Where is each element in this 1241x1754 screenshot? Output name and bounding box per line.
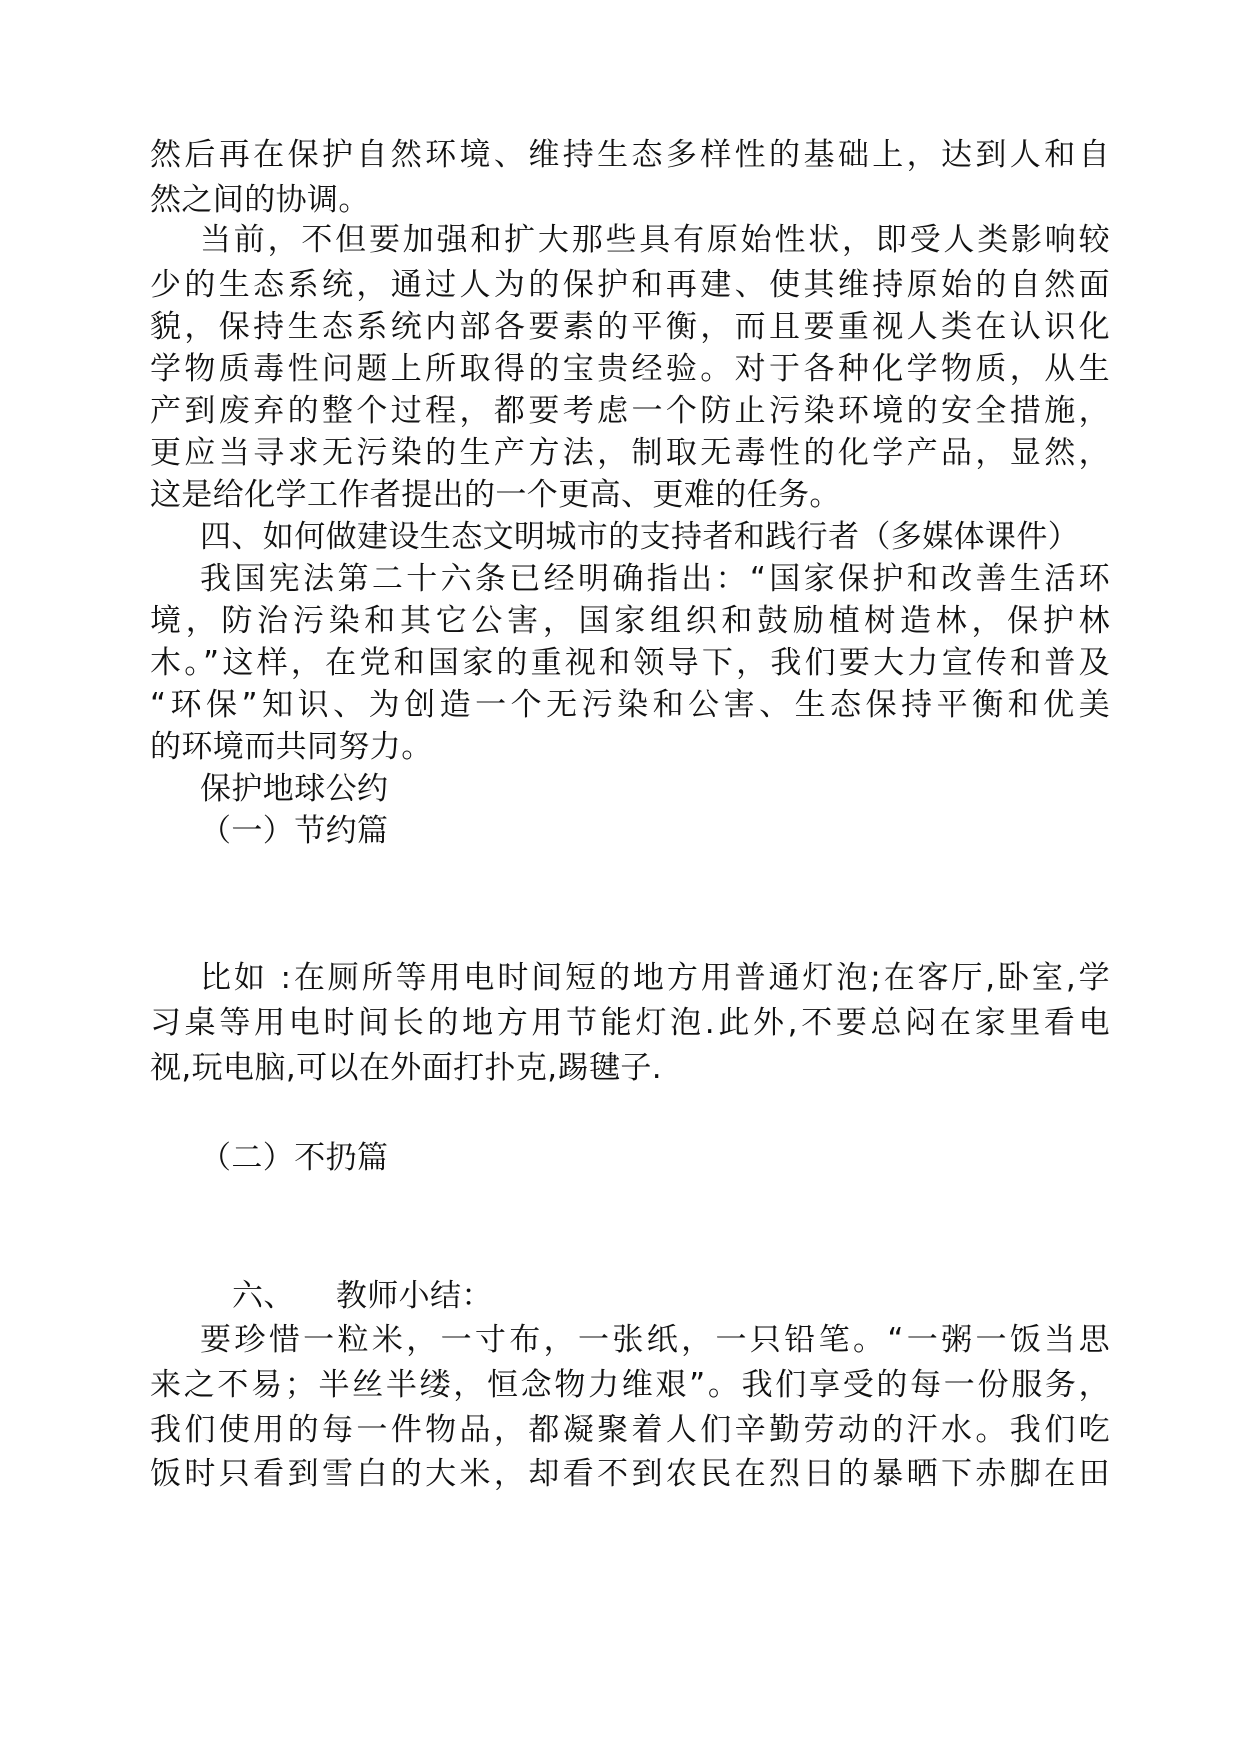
paragraph-line: 来之不易；半丝半缕，恒念物力维艰”。我们享受的每一份服务，: [150, 1367, 1110, 1403]
paragraph-line: 比如 :在厕所等用电时间短的地方用普通灯泡;在客厅,卧室,学: [200, 960, 1110, 996]
section-heading: 六、 教师小结：: [232, 1278, 493, 1314]
paragraph-line: 要珍惜一粒米，一寸布，一张纸，一只铅笔。“一粥一饭当思: [200, 1322, 1110, 1358]
paragraph-line: 木。”这样，在党和国家的重视和领导下，我们要大力宣传和普及: [150, 645, 1110, 681]
paragraph-line: 饭时只看到雪白的大米，却看不到农民在烈日的暴晒下赤脚在田: [150, 1456, 1110, 1492]
section-heading: 四、如何做建设生态文明城市的支持者和践行者（多媒体课件）: [200, 519, 1080, 555]
section-subtitle: （二）不扔篇: [200, 1140, 389, 1176]
paragraph-line: 视,玩电脑,可以在外面打扑克,踢毽子.: [150, 1050, 663, 1086]
section-title: 保护地球公约: [200, 771, 389, 807]
paragraph-line: 的环境而共同努力。: [150, 729, 433, 765]
paragraph-line: 更应当寻求无污染的生产方法，制取无毒性的化学产品，显然，: [150, 435, 1110, 471]
paragraph-line: 习桌等用电时间长的地方用节能灯泡.此外,不要总闷在家里看电: [150, 1005, 1110, 1041]
paragraph-line: 然之间的协调。: [150, 182, 370, 218]
paragraph-line: 这是给化学工作者提出的一个更高、更难的任务。: [150, 477, 841, 513]
paragraph-line: 貌，保持生态系统内部各要素的平衡，而且要重视人类在认识化: [150, 309, 1110, 345]
paragraph-line: 我们使用的每一件物品，都凝聚着人们辛勤劳动的汗水。我们吃: [150, 1412, 1110, 1448]
paragraph-line: 少的生态系统，通过人为的保护和再建、使其维持原始的自然面: [150, 267, 1110, 303]
paragraph-line: 产到废弃的整个过程，都要考虑一个防止污染环境的安全措施，: [150, 393, 1110, 429]
paragraph-line: 然后再在保护自然环境、维持生态多样性的基础上，达到人和自: [150, 137, 1110, 173]
paragraph-line: 境，防治污染和其它公害，国家组织和鼓励植树造林，保护林: [150, 603, 1110, 639]
paragraph-line: 我国宪法第二十六条已经明确指出：“国家保护和改善生活环: [200, 561, 1110, 597]
paragraph-line: 学物质毒性问题上所取得的宝贵经验。对于各种化学物质，从生: [150, 351, 1110, 387]
paragraph-line: 当前，不但要加强和扩大那些具有原始性状，即受人类影响较: [200, 222, 1110, 258]
section-subtitle: （一）节约篇: [200, 813, 389, 849]
paragraph-line: “环保”知识、为创造一个无污染和公害、生态保持平衡和优美: [150, 687, 1110, 723]
